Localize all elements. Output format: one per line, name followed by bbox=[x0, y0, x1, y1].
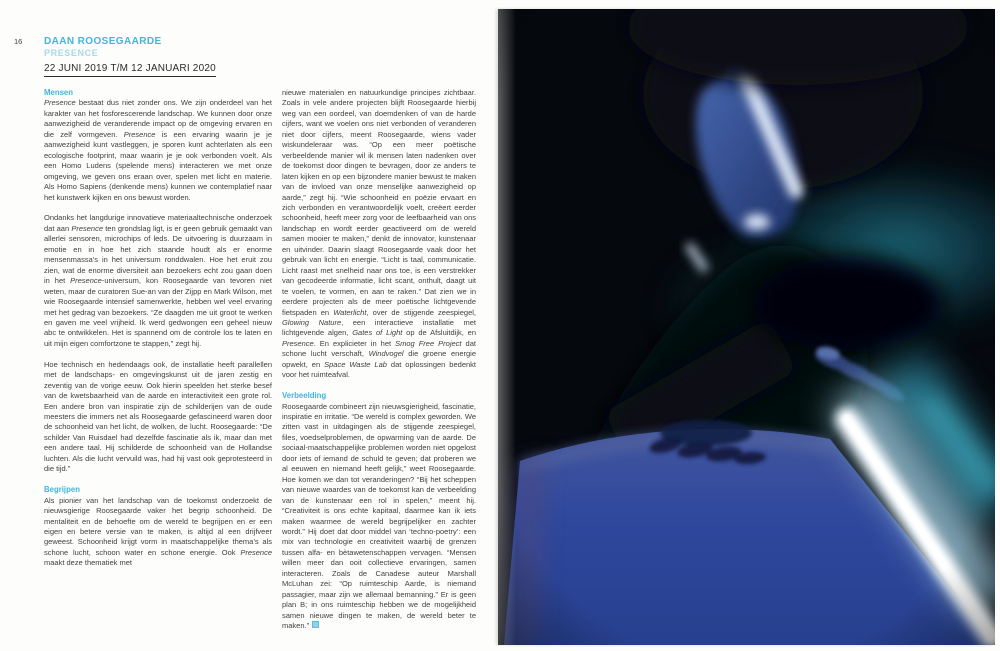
body-paragraph: nieuwe materialen en natuurkundige principes zichtbaar. Zoals in vele andere projecten blijft Roosegaarde hierbij weg van een oordeel, van doemdenken of van de harde cijfers, want we voelen ons niet verbonden of veranderen niet door cijfers, meent Roosegaarde, wiens vader wiskundeleraar was. “Op een meer poëtische verbeeldende manier wil ik mensen laten nadenken over de toekomst door dingen te bevragen, door ze anders te laten kijken en op een bijzondere manier bewust te maken van de invloed van onze menselijke aanwezigheid op aarde,” zegt hij. “Wie schoonheid en poëzie ervaart en zich verbonden en verantwoordelijk voelt, creëert eerder schoonheid, heeft meer zorg voor de leefbaarheid van ons landschap en wordt eerder geactiveerd om de wereld samen mooier te maken,” denkt de innovator, kunstenaar en uitvinder. Daarin slaagt Roosegaarde vaak door het gebruik van licht en energie. “Licht is taal, communicatie. Licht raast met snelheid naar ons toe, is een verstrekker van gecodeerde informatie, licht scant, onthult, daagt uit te voelen, te vormen, en aan te raken.” Dat zien we in eerdere projecten als de meer poëtische lichtgevende fietspaden en Waterlicht, over de stijgende zeespiegel, Glowing Nature, een interactieve installatie met lichtgevende algen, Gates of Light op de Afsluitdijk, en Presence. En explicieter in het Smog Free Project dat schone lucht verschaft, Windvogel die groene energie opwekt, en Space Waste Lab dat oplossingen bedenkt voor het ruimteafval. bbox=[282, 88, 476, 380]
body-paragraph: Ondanks het langdurige innovatieve materiaaltechnische onderzoek dat aan Presence ten grondslag ligt, is er geen gebruik gemaakt van allerlei sensoren, microchips of leds. De uitvoering is duurzaam in emotie en in hoe het zich staande houdt als er enorme mensenmassa’s in het universum ronddwalen. Hoe het eruit zou zien, wat de enorme diversiteit aan bezoekers echt zou gaan doen in het Presence-universum, kon Roosegaarde van tevoren niet weten, maar de curatoren Sue-an van der Zijpp en Mark Wilson, met wie Roosegaarde intensief samenwerkte, hebben wel veel ervaring met het gedrag van bezoekers. “Ze daagden me uit groot te werken en gaven me veel vrijheid. Ik werd gedwongen een geheel nieuw abc te ontwikkelen. Het is spannend om de controle los te laten en uit mijn eigen comfortzone te stappen,” zegt hij. bbox=[44, 213, 273, 348]
body-paragraph: Presence bestaat dus niet zonder ons. We zijn onderdeel van het karakter van het fosforescerende landschap. We kunnen door onze aanwezigheid de veranderende impact op de omgeving ervaren en die zelf vormgeven. Presence is een ervaring waarin je je aanwezigheid kunt vastleggen, je sporen kunt achterlaten als een ecologische footprint, maar waarin je je ook verbonden voelt. Als een Homo Ludens (spelende mens) interacteren we met onze omgeving, we geven ons eraan over, spelen met licht en materie. Als Homo Sapiens (denkende mens) kunnen we contemplatief naar het kunstwerk kijken en ons bewust worden. bbox=[44, 98, 272, 202]
section-heading: Mensen bbox=[44, 88, 74, 97]
exhibition-dates: 22 JUNI 2019 T/M 12 JANUARI 2020 bbox=[44, 63, 216, 77]
exhibition-photo bbox=[498, 9, 995, 645]
article-body bbox=[44, 88, 476, 642]
column-left bbox=[44, 88, 272, 642]
column-right bbox=[282, 88, 476, 642]
end-mark-icon bbox=[312, 621, 319, 628]
body-paragraph: Roosegaarde combineert zijn nieuwsgierigheid, fascinatie, inspiratie en irritatie. “De wereld is complex geworden. We zitten vast in uitdagingen als de stijgende zeespiegel, files, voedselproblemen, de opwarming van de aarde. De sociaal-maatschappelijke problemen worden niet opgelost door iets of iemand de schuld te geven; dat proberen we al eeuwen en niemand heeft gelijk,” weet Roosegaarde. Hoe komen we dan tot veranderingen? “Bij het scheppen van nieuwe waardes van de toekomst kan de verbeelding van de kunstenaar een rol in spelen,” meent hij. “Creativiteit is ons echte kapitaal, daarmee kan ik iets maken waarmee de wereld begrijpelijker en zachter wordt.” Hij doet dat door middel van ‘techno-poetry’: een mix van technologie en creativiteit waarbij de grenzen tussen alfa- en bètawetenschappen vervagen. “Mensen willen meer dan ooit collectieve ervaringen, samen interacteren. Zoals de Canadese auteur Marshall McLuhan zei: “Op ruimteschip Aarde, is niemand passagier, maar zijn we allemaal bemanning.” Er is geen plan B; in ons ruimteschip hebben we de mogelijkheid samen nieuwe dingen te maken, de wereld beter te maken.” bbox=[282, 401, 476, 631]
body-paragraph: Als pionier van het landschap van de toekomst onderzoekt de nieuwsgierige Roosegaarde vaker het begrip schoonheid. De mentaliteit en de behoefte om de wereld te begrijpen en er een eigen en betere versie van te maken, is altijd al een drijfveer geweest. Schoonheid krijgt vorm in maatschappelijke thema’s als schone lucht, schoon water en schone energie. Ook Presence maakt deze thematiek met bbox=[44, 495, 272, 568]
artist-name: DAAN ROOSEGAARDE bbox=[44, 36, 162, 47]
page-number: 16 bbox=[14, 37, 23, 46]
exhibition-title: PRESENCE bbox=[44, 48, 99, 58]
body-paragraph: Hoe technisch en hedendaags ook, de installatie heeft parallellen met de landschaps- en omgevingskunst uit de jaren zestig en zeventig van de vorige eeuw. Ook hierin speelden het sterke besef van de kwetsbaarheid van de aarde en interactiviteit een grote rol. Een andere bron van inspiratie zijn de schilderijen van de oude meesters die immers net als Roosegaarde gefascineerd waren door de schoonheid van het licht, de wolken, de lucht. Roosegaarde: “De schilder Van Ruisdael had dezelfde fascinatie als ik, maar dan met een andere taal. Hij schilderde de schoonheid van de Hollandse luchten. Als die lucht vervuild was, had hij vast ook geprotesteerd in die tijd.” bbox=[44, 359, 272, 474]
section-heading: Begrijpen bbox=[44, 485, 80, 495]
article-header bbox=[44, 36, 216, 77]
section-heading: Verbeelding bbox=[282, 391, 327, 401]
photo-artwork bbox=[498, 9, 995, 645]
